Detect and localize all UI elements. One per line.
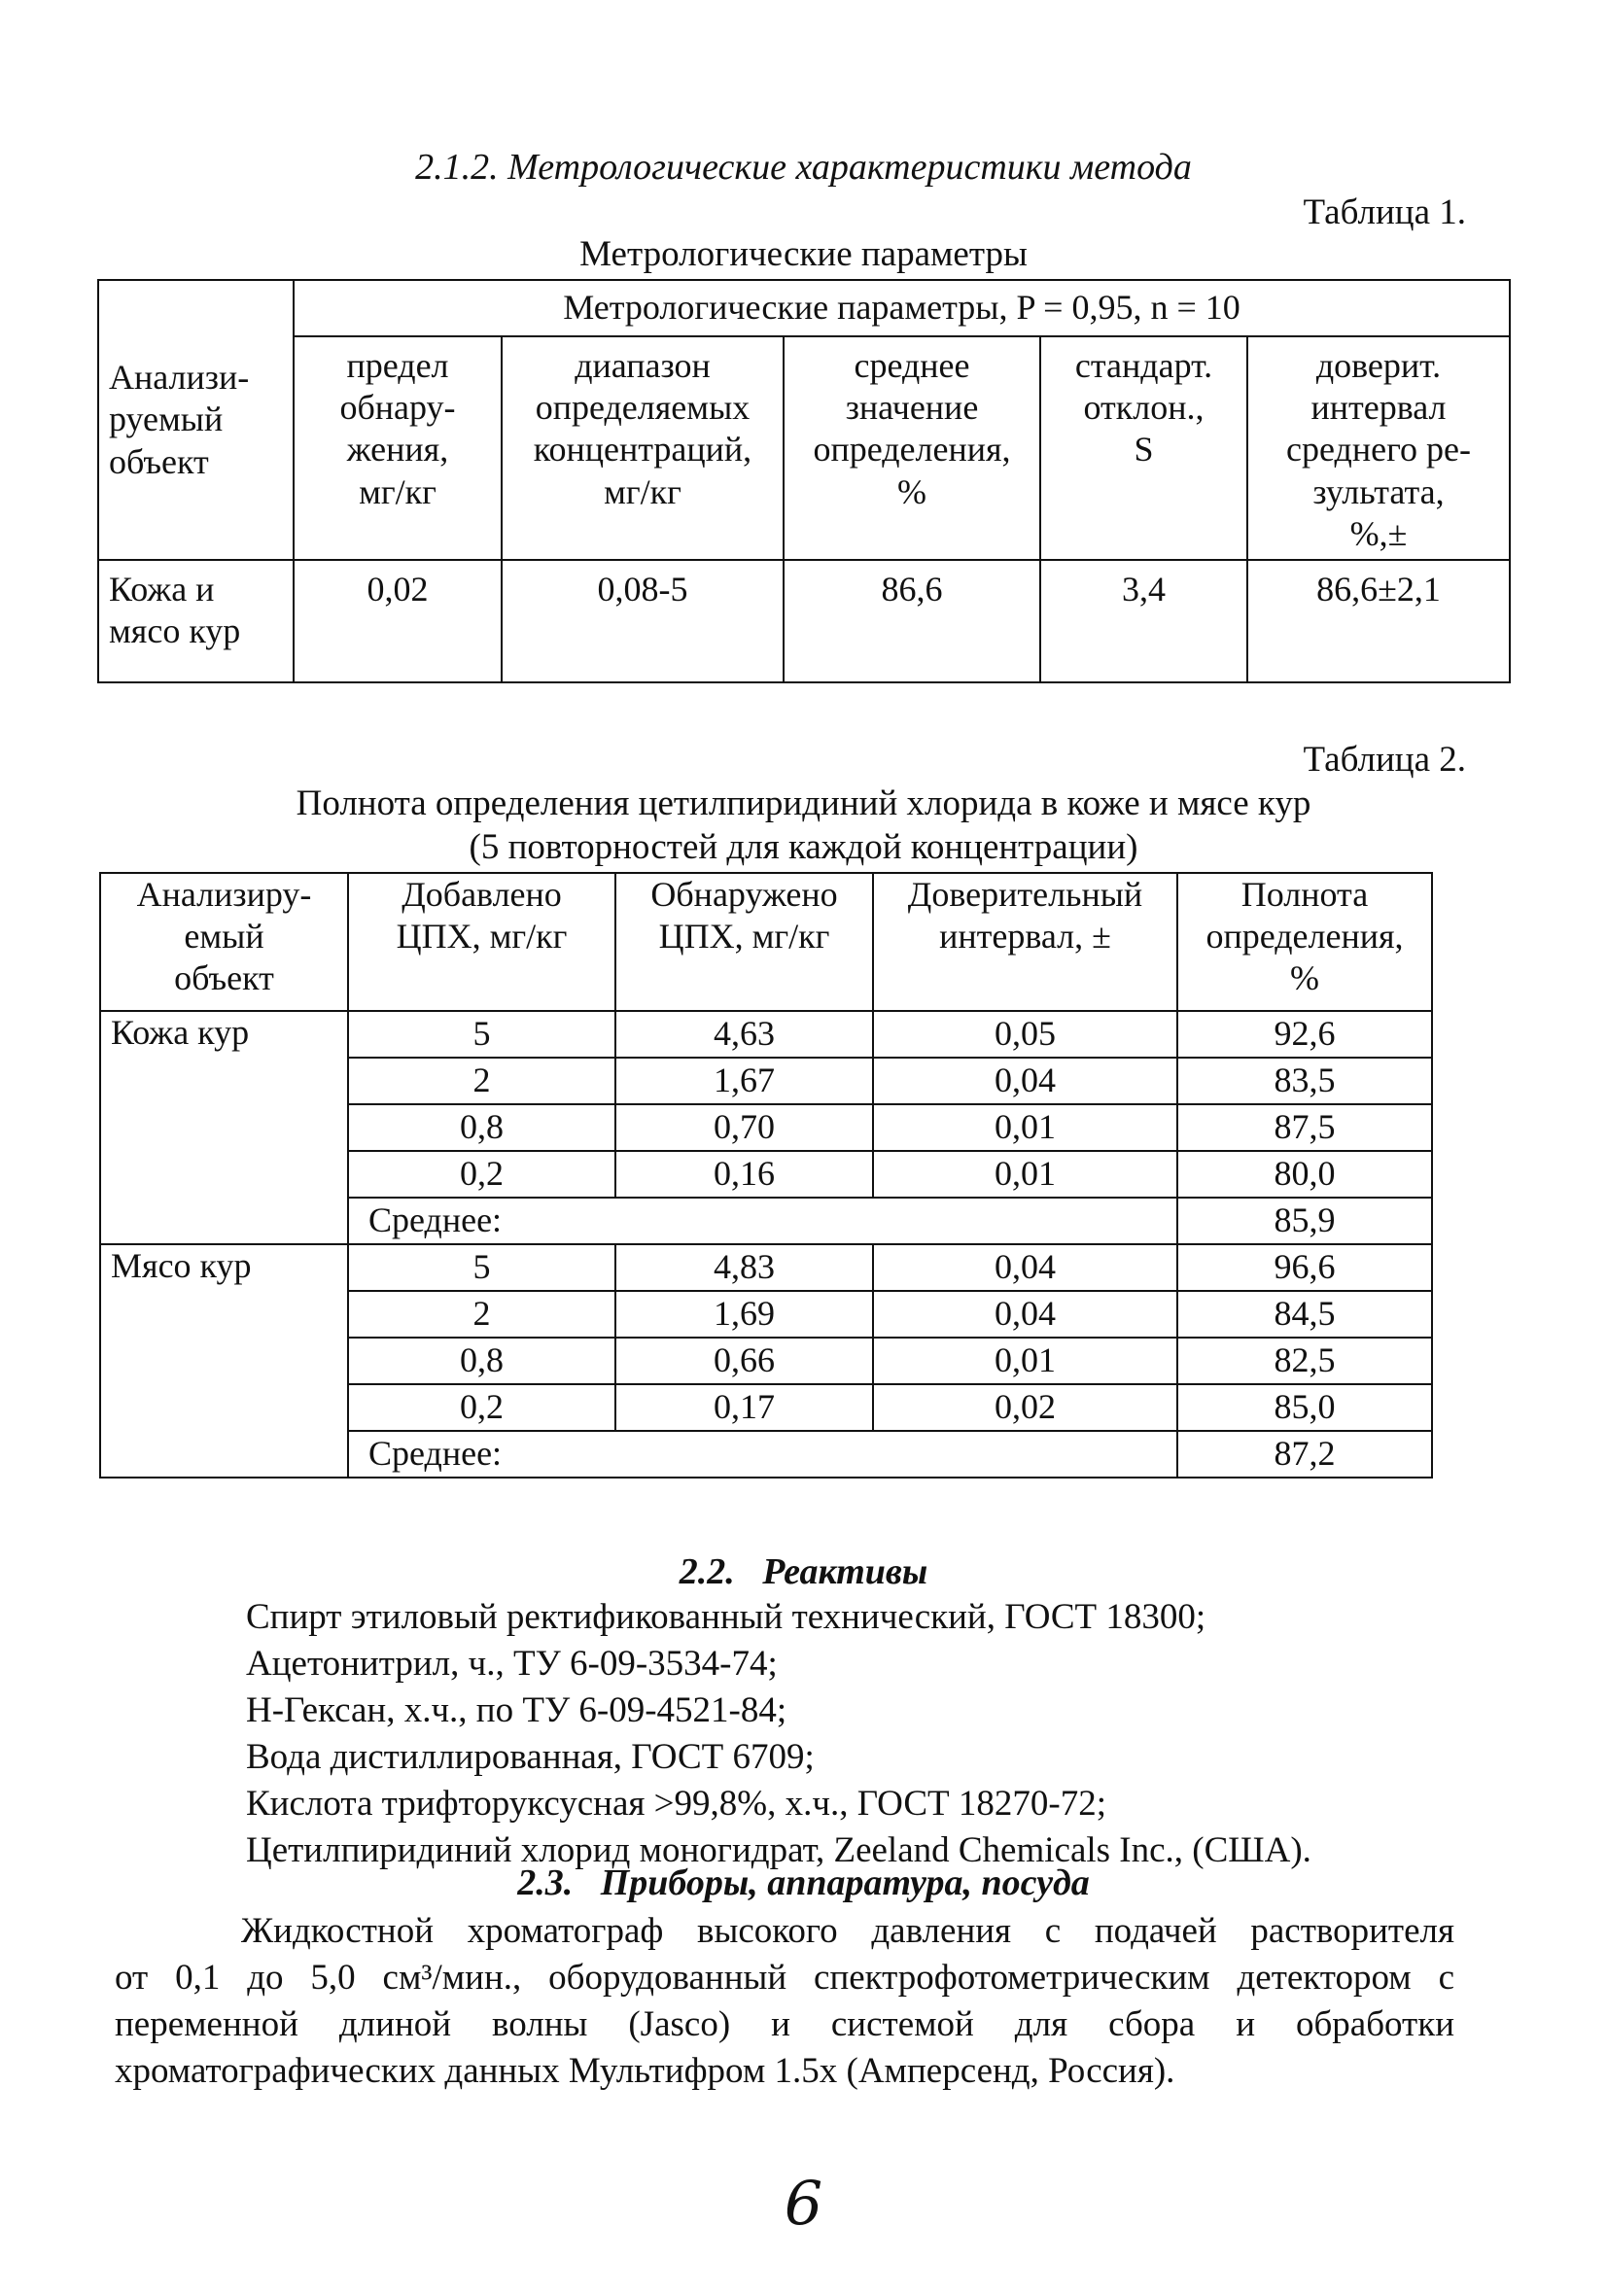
t1-col-header: стандарт. отклон., S <box>1040 336 1247 560</box>
section-heading-2-3 <box>0 1861 1607 1904</box>
t2-cell: 0,01 <box>873 1151 1177 1198</box>
paragraph-line: переменной длиной волны (Jasco) и системой для сбора и обработки <box>115 2004 1454 2044</box>
t2-cell: 0,05 <box>873 1011 1177 1058</box>
t2-header-recovery: Полнота определения, % <box>1177 873 1432 1011</box>
t2-header-found: Обнаружено ЦПХ, мг/кг <box>615 873 873 1011</box>
t2-cell: 0,04 <box>873 1291 1177 1338</box>
section-heading-2-2 <box>0 1550 1607 1593</box>
table2-label: Таблица 2. <box>1303 740 1466 780</box>
t2-cell: 2 <box>348 1291 615 1338</box>
t2-cell: 83,5 <box>1177 1058 1432 1104</box>
t2-cell: 0,17 <box>615 1384 873 1431</box>
page-number: 6 <box>784 2168 823 2239</box>
reagent-item: Вода дистиллированная, ГОСТ 6709; <box>246 1737 815 1777</box>
t2-cell: 0,2 <box>348 1151 615 1198</box>
t1-cell: 0,08-5 <box>502 560 784 682</box>
table2-caption-line2: (5 повторностей для каждой концентрации) <box>469 827 1138 867</box>
t2-cell: 1,67 <box>615 1058 873 1104</box>
t2-cell: 87,5 <box>1177 1104 1432 1151</box>
section-heading-2-2-text: 2.2. Реактивы <box>679 1551 928 1592</box>
t2-cell: 0,01 <box>873 1338 1177 1384</box>
equipment-paragraph <box>115 1908 1454 2095</box>
t2-cell: 0,70 <box>615 1104 873 1151</box>
recovery-table <box>99 872 1433 1478</box>
t2-mean-value: 85,9 <box>1177 1198 1432 1244</box>
t2-mean-label: Среднее: <box>348 1198 1177 1244</box>
t1-col-header: среднее значение определения, % <box>784 336 1040 560</box>
t2-cell: 0,2 <box>348 1384 615 1431</box>
t2-object-meat: Мясо кур <box>100 1244 348 1478</box>
paragraph-line: хроматографических данных Мультифром 1.5х (Амперсенд, Россия). <box>115 2051 1175 2091</box>
t2-object-skin: Кожа кур <box>100 1011 348 1244</box>
t2-cell: 5 <box>348 1244 615 1291</box>
t2-cell: 0,01 <box>873 1104 1177 1151</box>
table2-caption-line1: Полнота определения цетилпиридиний хлорида в коже и мясе кур <box>296 783 1311 823</box>
section-heading-2-1-2: 2.1.2. Метрологические характеристики метода <box>415 147 1192 188</box>
reagent-item: Ацетонитрил, ч., ТУ 6-09-3534-74; <box>246 1644 778 1684</box>
t2-header-added: Добавлено ЦПХ, мг/кг <box>348 873 615 1011</box>
section-heading-2-3-text: 2.3. Приборы, аппаратура, посуда <box>517 1862 1090 1903</box>
reagents-list <box>246 1594 1311 1874</box>
t2-cell: 0,04 <box>873 1058 1177 1104</box>
reagent-item: Кислота трифторуксусная >99,8%, х.ч., ГОСТ 18270-72; <box>246 1784 1106 1824</box>
t2-cell: 4,83 <box>615 1244 873 1291</box>
t1-row-object: Кожа и мясо кур <box>98 560 294 682</box>
t1-group-header <box>294 280 1510 336</box>
t2-cell: 0,16 <box>615 1151 873 1198</box>
t1-col-header: предел обнару- жения, мг/кг <box>294 336 502 560</box>
t2-cell: 96,6 <box>1177 1244 1432 1291</box>
t2-cell: 1,69 <box>615 1291 873 1338</box>
t1-cell: 0,02 <box>294 560 502 682</box>
t2-header-object: Анализиру- емый объект <box>100 873 348 1011</box>
t1-group-header-text: Метрологические параметры, P = 0,95, n = 10 <box>563 288 1240 327</box>
t2-mean-label: Среднее: <box>348 1431 1177 1478</box>
t2-cell: 0,8 <box>348 1338 615 1384</box>
t2-cell: 5 <box>348 1011 615 1058</box>
metrology-table <box>97 279 1511 683</box>
t1-cell: 86,6±2,1 <box>1247 560 1510 682</box>
t1-cell: 86,6 <box>784 560 1040 682</box>
t2-cell: 0,04 <box>873 1244 1177 1291</box>
table1-caption: Метрологические параметры <box>579 234 1028 274</box>
t2-cell: 82,5 <box>1177 1338 1432 1384</box>
reagent-item: Цетилпиридиний хлорид моногидрат, Zeeland Chemicals Inc., (США). <box>246 1830 1311 1870</box>
t2-cell: 2 <box>348 1058 615 1104</box>
t2-cell: 4,63 <box>615 1011 873 1058</box>
reagent-item: Спирт этиловый ректификованный технический, ГОСТ 18300; <box>246 1597 1206 1637</box>
t2-cell: 0,66 <box>615 1338 873 1384</box>
paragraph-line: Жидкостной хроматограф высокого давления с подачей растворителя <box>241 1911 1454 1951</box>
table1-label: Таблица 1. <box>1303 192 1466 232</box>
t2-header-interval: Доверительный интервал, ± <box>873 873 1177 1011</box>
t2-cell: 85,0 <box>1177 1384 1432 1431</box>
t1-header-object: Анализи- руемый объект <box>98 280 294 560</box>
t1-col-header: диапазон определяемых концентраций, мг/кг <box>502 336 784 560</box>
t2-mean-value: 87,2 <box>1177 1431 1432 1478</box>
t2-cell: 0,8 <box>348 1104 615 1151</box>
t2-cell: 0,02 <box>873 1384 1177 1431</box>
t2-cell: 80,0 <box>1177 1151 1432 1198</box>
paragraph-line: от 0,1 до 5,0 см³/мин., оборудованный спектрофотометрическим детектором с <box>115 1958 1454 1998</box>
t2-cell: 84,5 <box>1177 1291 1432 1338</box>
t1-col-header: доверит. интервал среднего ре- зультата, %,± <box>1247 336 1510 560</box>
reagent-item: Н-Гексан, х.ч., по ТУ 6-09-4521-84; <box>246 1690 787 1730</box>
t2-cell: 92,6 <box>1177 1011 1432 1058</box>
t1-cell: 3,4 <box>1040 560 1247 682</box>
